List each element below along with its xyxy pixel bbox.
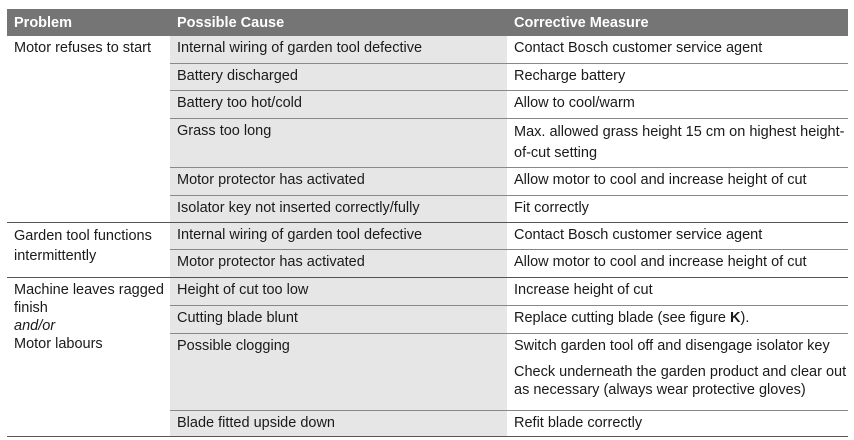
cause-cell: Internal wiring of garden tool defective — [170, 36, 507, 63]
cause-rows — [170, 278, 848, 436]
header-corrective-measure: Corrective Measure — [514, 14, 649, 31]
problem-cell — [7, 278, 170, 436]
table-row — [170, 36, 848, 64]
table-row — [170, 119, 848, 168]
problem-group-functions-intermittently — [7, 223, 848, 278]
table-row — [170, 250, 848, 277]
measure-cell: Fit correctly — [514, 200, 589, 216]
table-row — [170, 306, 848, 334]
problem-text: Motor refuses to start — [14, 40, 151, 56]
table-row — [170, 334, 848, 411]
table-row — [170, 223, 848, 250]
cause-rows — [170, 36, 848, 222]
problem-text: Garden tool functions intermittently — [14, 228, 152, 264]
cause-cell: Battery too hot/cold — [170, 91, 507, 118]
problem-group-motor-refuses-to-start — [7, 36, 848, 223]
measure-paragraph: Switch garden tool off and disengage isolator key — [514, 338, 830, 354]
measure-cell: Contact Bosch customer service agent — [514, 227, 763, 243]
cause-cell: Battery discharged — [170, 64, 507, 90]
cause-rows — [170, 223, 848, 277]
cause-cell: Possible clogging — [170, 334, 507, 410]
measure-cell — [507, 306, 848, 333]
measure-paragraph: Check underneath the garden product and clear out as necessary (always wear protective gloves) — [514, 364, 847, 398]
measure-text: Replace cutting blade (see figure — [514, 310, 731, 326]
problem-text: Motor labours — [14, 336, 103, 352]
table-row — [170, 64, 848, 91]
measure-cell: Recharge battery — [514, 68, 626, 84]
problem-cell — [7, 223, 170, 277]
table-row — [170, 196, 848, 222]
figure-reference: K — [730, 310, 741, 326]
cause-cell: Internal wiring of garden tool defective — [170, 223, 507, 249]
cause-cell: Grass too long — [170, 119, 507, 167]
measure-cell — [507, 334, 848, 410]
measure-cell: Contact Bosch customer service agent — [514, 40, 763, 56]
table-row — [170, 278, 848, 306]
measure-cell: Max. allowed grass height 15 cm on highest height-of-cut setting — [514, 124, 845, 161]
table-header — [7, 9, 848, 36]
troubleshooting-table — [7, 9, 848, 437]
cause-cell: Isolator key not inserted correctly/fully — [170, 196, 507, 222]
problem-conjunction: and/or — [14, 318, 56, 334]
table-row — [170, 411, 848, 436]
measure-cell: Refit blade correctly — [514, 415, 643, 431]
measure-cell: Allow motor to cool and increase height of cut — [514, 172, 807, 188]
cause-cell: Motor protector has activated — [170, 250, 507, 277]
table-row — [170, 91, 848, 119]
header-problem: Problem — [14, 14, 73, 31]
cause-cell: Cutting blade blunt — [170, 306, 507, 333]
problem-group-ragged-finish — [7, 278, 848, 437]
measure-cell: Allow to cool/warm — [514, 95, 635, 111]
measure-text: ). — [740, 310, 750, 326]
table-row — [170, 168, 848, 196]
cause-cell: Height of cut too low — [170, 278, 507, 305]
cause-cell: Motor protector has activated — [170, 168, 507, 195]
header-possible-cause: Possible Cause — [177, 14, 285, 31]
problem-text: Machine leaves ragged finish — [14, 282, 164, 316]
cause-cell: Blade fitted upside down — [170, 411, 507, 436]
measure-cell: Increase height of cut — [514, 282, 653, 298]
measure-cell: Allow motor to cool and increase height of cut — [514, 254, 807, 270]
problem-cell — [7, 36, 170, 222]
